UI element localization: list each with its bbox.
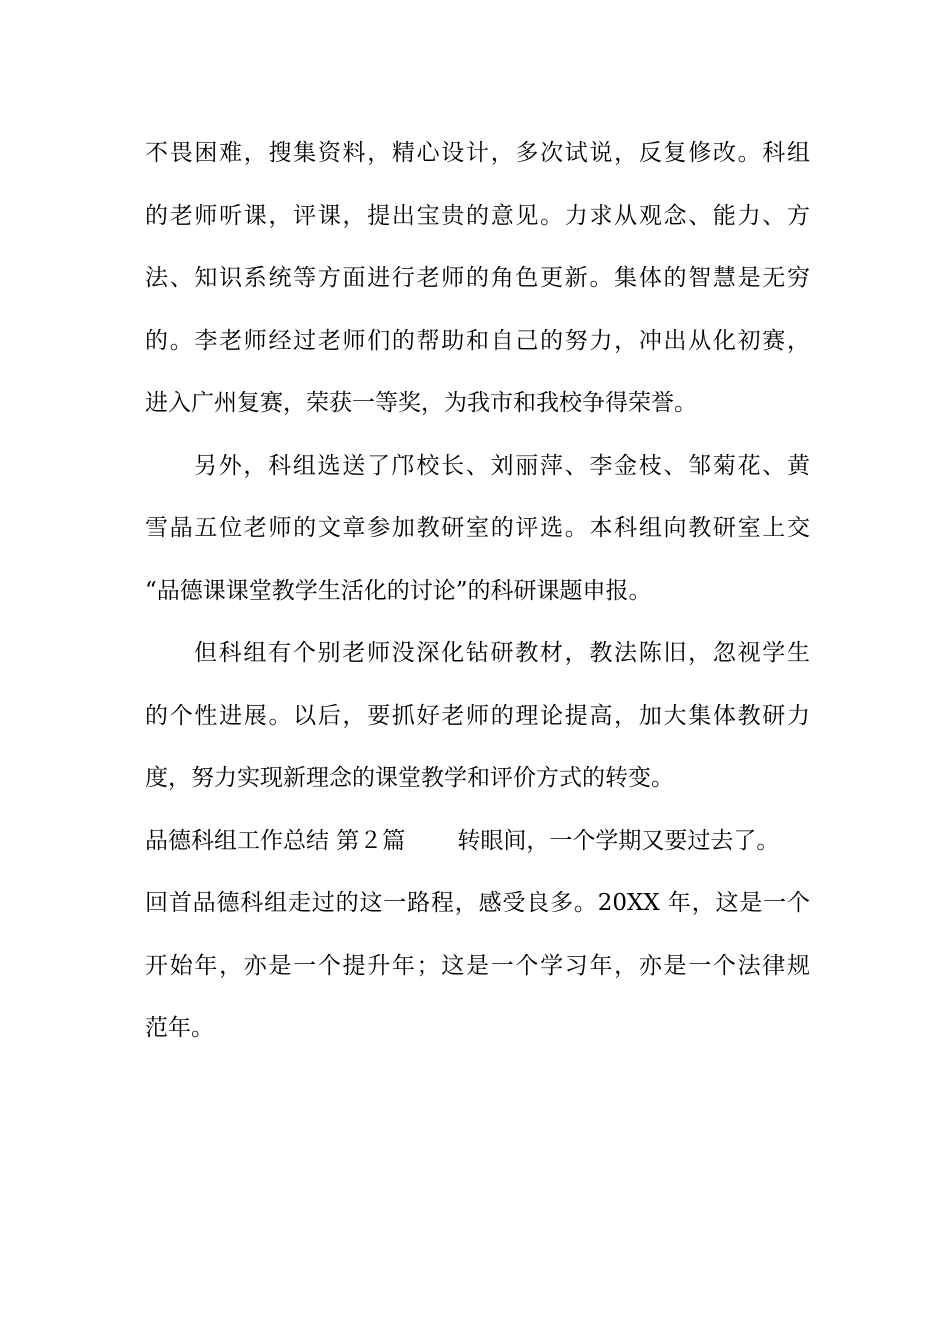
text-line: 度，努力实现新理念的课堂教学和评价方式的转变。 (145, 765, 674, 791)
heading-tail-text: 转眼间，一个学期又要过去了。 (457, 827, 780, 854)
text-line: 另外，科组选送了邝校长、刘丽萍、李金枝、邹菊花、黄 (194, 452, 810, 479)
text-line: 的老师听课，评课，提出宝贵的意见。力求从观念、能力、方 (145, 202, 810, 229)
document-body (145, 130, 810, 1068)
text-line: 回首品德科组走过的这一路程，感受良多。20XX 年，这是一个 (145, 890, 810, 916)
text-line: 雪晶五位老师的文章参加教研室的评选。本科组向教研室上交 (145, 515, 810, 541)
section-heading: 品德科组工作总结 第２篇 (145, 827, 406, 854)
text-line: 进入广州复赛，荣获一等奖，为我市和我校争得荣誉。 (145, 390, 697, 416)
text-line: 范年。 (145, 1015, 214, 1041)
paragraph-2 (145, 443, 810, 631)
text-line: “品德课课堂教学生活化的讨论”的科研课题申报。 (145, 577, 652, 604)
paragraph-3 (145, 630, 810, 818)
paragraph-4 (145, 818, 810, 1068)
text-line: 但科组有个别老师没深化钻研教材，教法陈旧，忽视学生 (194, 640, 810, 666)
section-heading-line (145, 818, 810, 881)
text-line: 不畏困难，搜集资料，精心设计，多次试说，反复修改。科组 (145, 140, 810, 166)
text-line: 开始年，亦是一个提升年；这是一个学习年，亦是一个法律规 (145, 952, 810, 979)
text-line: 的。李老师经过老师们的帮助和自己的努力，冲出从化初赛， (145, 327, 810, 354)
text-line: 的个性进展。以后，要抓好老师的理论提高，加大集体教研力 (145, 702, 810, 729)
paragraph-1 (145, 130, 810, 443)
text-line: 法、知识系统等方面进行老师的角色更新。集体的智慧是无穷 (145, 265, 810, 291)
